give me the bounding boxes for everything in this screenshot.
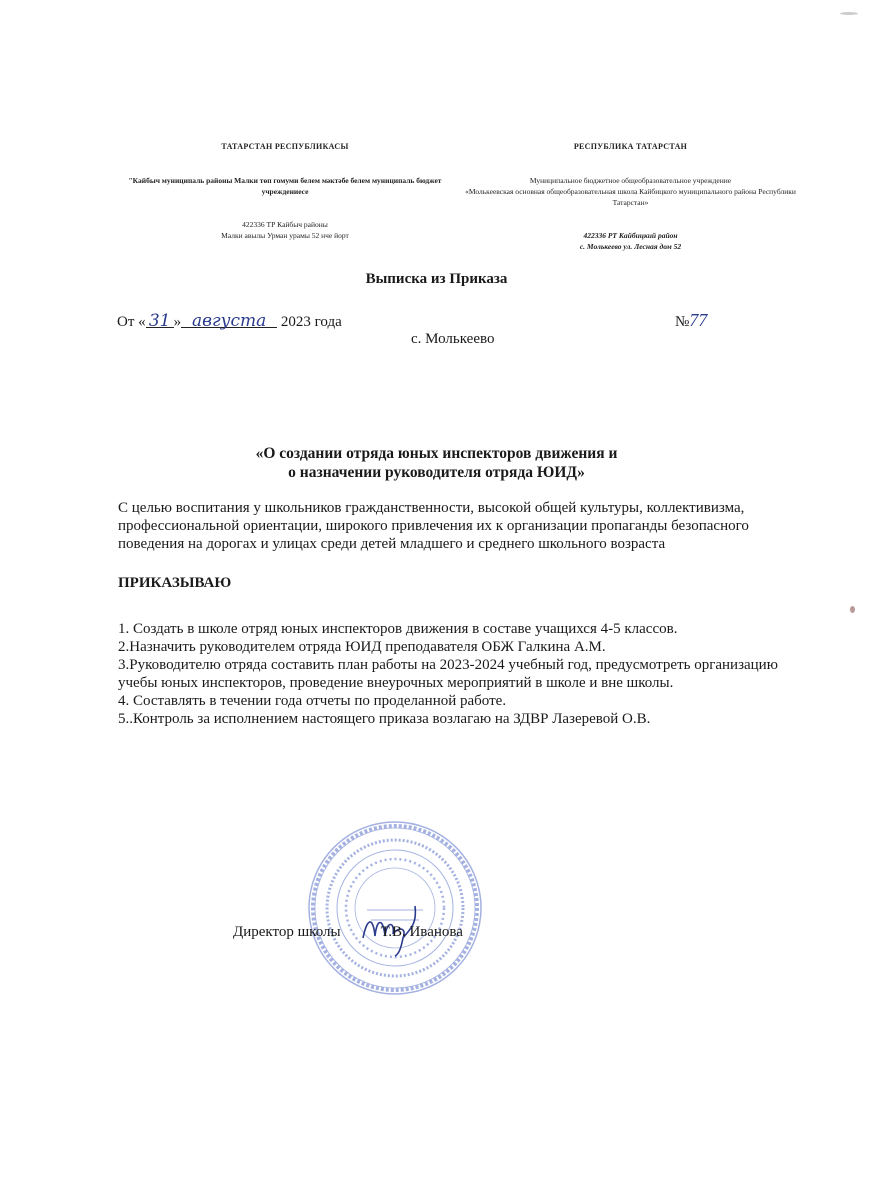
date-day-handwritten: 31 [148,311,171,331]
header-right-russian [458,141,803,252]
order-word: ПРИКАЗЫВАЮ [118,575,232,591]
header-left-org: "Кайбыч муниципаль районы Малки төп гомуми белем мәктәбе белем муниципаль бюджет учреждениесе [128,176,442,196]
order-number-handwritten: 77 [689,310,708,330]
date-prefix: От « [117,314,146,330]
paper-speck [840,12,858,15]
order-number [675,310,707,331]
paper-speck [850,606,855,613]
order-item-3: 3.Руководителю отряда составить план работы на 2023-2024 учебный год, предусмотреть организацию учебы юных инспекторов, проведение внеурочных мероприятий в школе и вне школы. [118,657,778,691]
order-subject [0,444,873,482]
order-number-label: № [675,314,690,330]
header-left-tatar [115,141,455,241]
header-left-title: ТАТАРСТАН РЕСПУБЛИКАСЫ [221,142,349,151]
order-items [118,620,798,728]
director-title: Директор школы [233,924,341,940]
document-title: Выписка из Приказа [365,271,508,287]
date-month-handwritten: августа [192,311,267,331]
date-year: 2023 года [277,314,342,330]
order-place: с. Молькеево [411,331,495,347]
order-item-1: 1. Создать в школе отряд юных инспекторов движения в составе учащихся 4-5 классов. [118,621,678,637]
order-item-4: 4. Составлять в течении года отчеты по проделанной работе. [118,693,507,709]
order-item-2: 2.Назначить руководителем отряда ЮИД преподавателя ОБЖ Галкина А.М. [118,639,606,655]
header-right-address-1: 422336 РТ Кайбицкий район [583,231,678,240]
director-name: Т.В. Иванова [380,924,463,940]
order-preamble: С целью воспитания у школьников гражданственности, высокой общей культуры, коллективизма, профессиональной ориентации, широкого привлечения их к организации пропаганды безопасного поведения на дорогах и улицах среди детей младшего и среднего школьного возраста [118,500,749,552]
order-item-5: 5..Контроль за исполнением настоящего приказа возлагаю на ЗДВР Лазеревой О.В. [118,711,651,727]
header-left-address-2: Малки авылы Урман урамы 52 нче йорт [221,231,349,240]
signature-line [233,924,463,941]
header-left-address-1: 422336 ТР Кайбыч районы [242,220,328,229]
header-right-address-2: с. Молькеево ул. Лесная дом 52 [579,242,682,251]
subject-line-2: о назначении руководителя отряда ЮИД» [288,464,585,481]
header-right-title: РЕСПУБЛИКА ТАТАРСТАН [573,142,688,151]
date-mid: » [173,314,182,330]
header-right-org-2: «Молькеевская основная общеобразовательная школа Кайбицкого муниципального района Республики Татарстан» [465,187,796,207]
subject-line-1: «О создании отряда юных инспекторов движения и [255,445,618,462]
order-date [117,311,342,331]
header-right-org-1: Муниципальное бюджетное общеобразовательное учреждение [529,176,732,185]
